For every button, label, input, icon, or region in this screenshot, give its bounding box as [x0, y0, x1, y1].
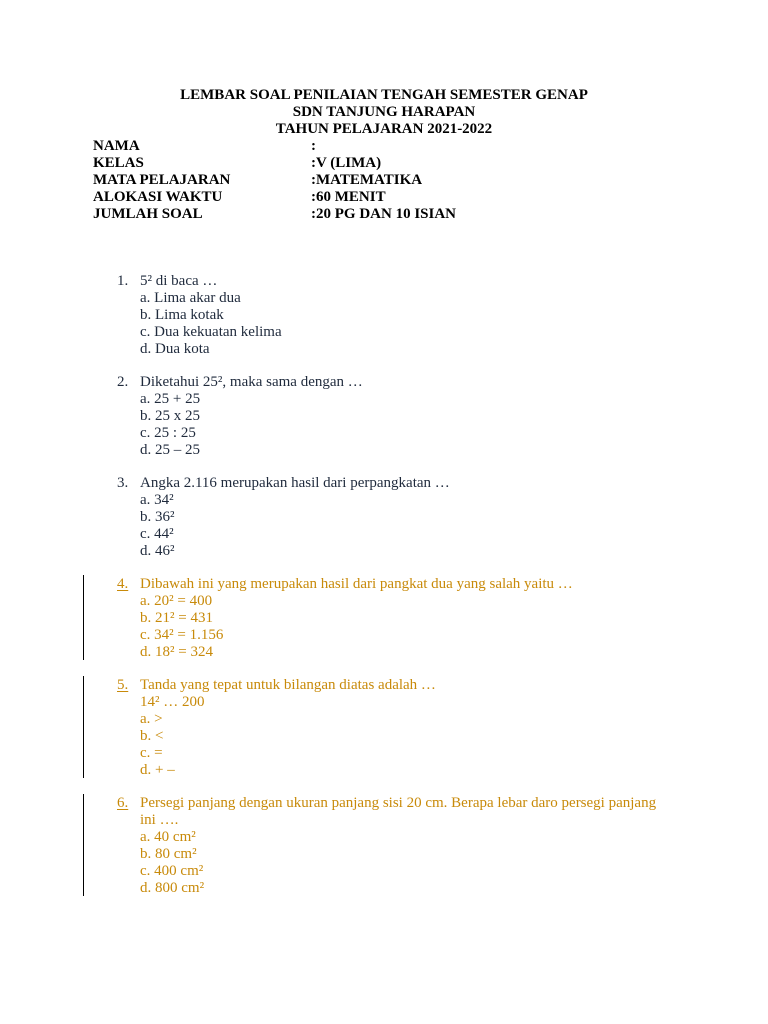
option-c: c. 25 : 25 [140, 425, 196, 441]
option-d: d. 25 – 25 [140, 442, 200, 458]
option-d: d. Dua kota [140, 341, 210, 357]
question-text-continued: ini …. [140, 812, 179, 828]
info-label: ALOKASI WAKTU [93, 189, 223, 205]
question-number: 4. [117, 576, 129, 592]
option-b: b. 25 x 25 [140, 408, 200, 424]
option-a: a. > [140, 711, 163, 727]
info-value: :20 PG DAN 10 ISIAN [311, 206, 457, 222]
option-a: a. 40 cm² [140, 829, 196, 845]
info-row-jumlah-soal [93, 206, 693, 223]
question-text: Angka 2.116 merupakan hasil dari perpangkatan … [140, 475, 450, 491]
info-value: :60 MENIT [311, 189, 386, 205]
question-text: Diketahui 25², maka sama dengan … [140, 374, 363, 390]
option-b: b. 21² = 431 [140, 610, 213, 626]
option-c: c. 34² = 1.156 [140, 627, 224, 643]
option-d: d. 18² = 324 [140, 644, 213, 660]
question-expression: 14² … 200 [140, 694, 205, 710]
option-a: a. 25 + 25 [140, 391, 201, 407]
question-text: Dibawah ini yang merupakan hasil dari pangkat dua yang salah yaitu … [140, 576, 573, 592]
info-label: MATA PELAJARAN [93, 172, 231, 188]
question-number: 2. [117, 374, 129, 390]
option-b: b. Lima kotak [140, 307, 224, 323]
question-2 [117, 374, 687, 459]
question-text: Tanda yang tepat untuk bilangan diatas adalah … [140, 677, 436, 693]
option-d: d. + – [140, 762, 175, 778]
question-text: 5² di baca … [140, 273, 218, 289]
question-number: 1. [117, 273, 129, 289]
info-row-nama [93, 138, 693, 155]
question-5 [117, 677, 687, 779]
info-label: JUMLAH SOAL [93, 206, 203, 222]
option-a: a. 34² [140, 492, 174, 508]
option-b: b. 36² [140, 509, 175, 525]
option-d: d. 46² [140, 543, 175, 559]
option-b: b. < [140, 728, 164, 744]
question-1 [117, 273, 687, 358]
info-row-alokasi-waktu [93, 189, 693, 206]
info-label: KELAS [93, 155, 144, 171]
header-school: SDN TANJUNG HARAPAN [292, 104, 476, 120]
question-number: 6. [117, 795, 129, 811]
option-c: c. = [140, 745, 163, 761]
option-b: b. 80 cm² [140, 846, 197, 862]
question-number: 5. [117, 677, 129, 693]
info-row-mata-pelajaran [93, 172, 693, 189]
option-d: d. 800 cm² [140, 880, 205, 896]
change-bar [83, 794, 84, 896]
option-c: c. 400 cm² [140, 863, 204, 879]
change-bar [83, 575, 84, 660]
option-a: a. Lima akar dua [140, 290, 241, 306]
info-value: :MATEMATIKA [311, 172, 423, 188]
question-6 [117, 795, 687, 897]
header-year: TAHUN PELAJARAN 2021-2022 [275, 121, 493, 137]
change-bar [83, 676, 84, 778]
info-row-kelas [93, 155, 693, 172]
question-3 [117, 475, 687, 560]
info-value: : [311, 138, 316, 154]
question-4 [117, 576, 687, 661]
option-a: a. 20² = 400 [140, 593, 213, 609]
info-label: NAMA [93, 138, 140, 154]
question-text: Persegi panjang dengan ukuran panjang sisi 20 cm. Berapa lebar daro persegi panjang [140, 795, 657, 811]
option-c: c. Dua kekuatan kelima [140, 324, 282, 340]
question-number: 3. [117, 475, 129, 491]
info-value: :V (LIMA) [311, 155, 382, 171]
header-title: LEMBAR SOAL PENILAIAN TENGAH SEMESTER GENAP [180, 87, 588, 103]
option-c: c. 44² [140, 526, 174, 542]
